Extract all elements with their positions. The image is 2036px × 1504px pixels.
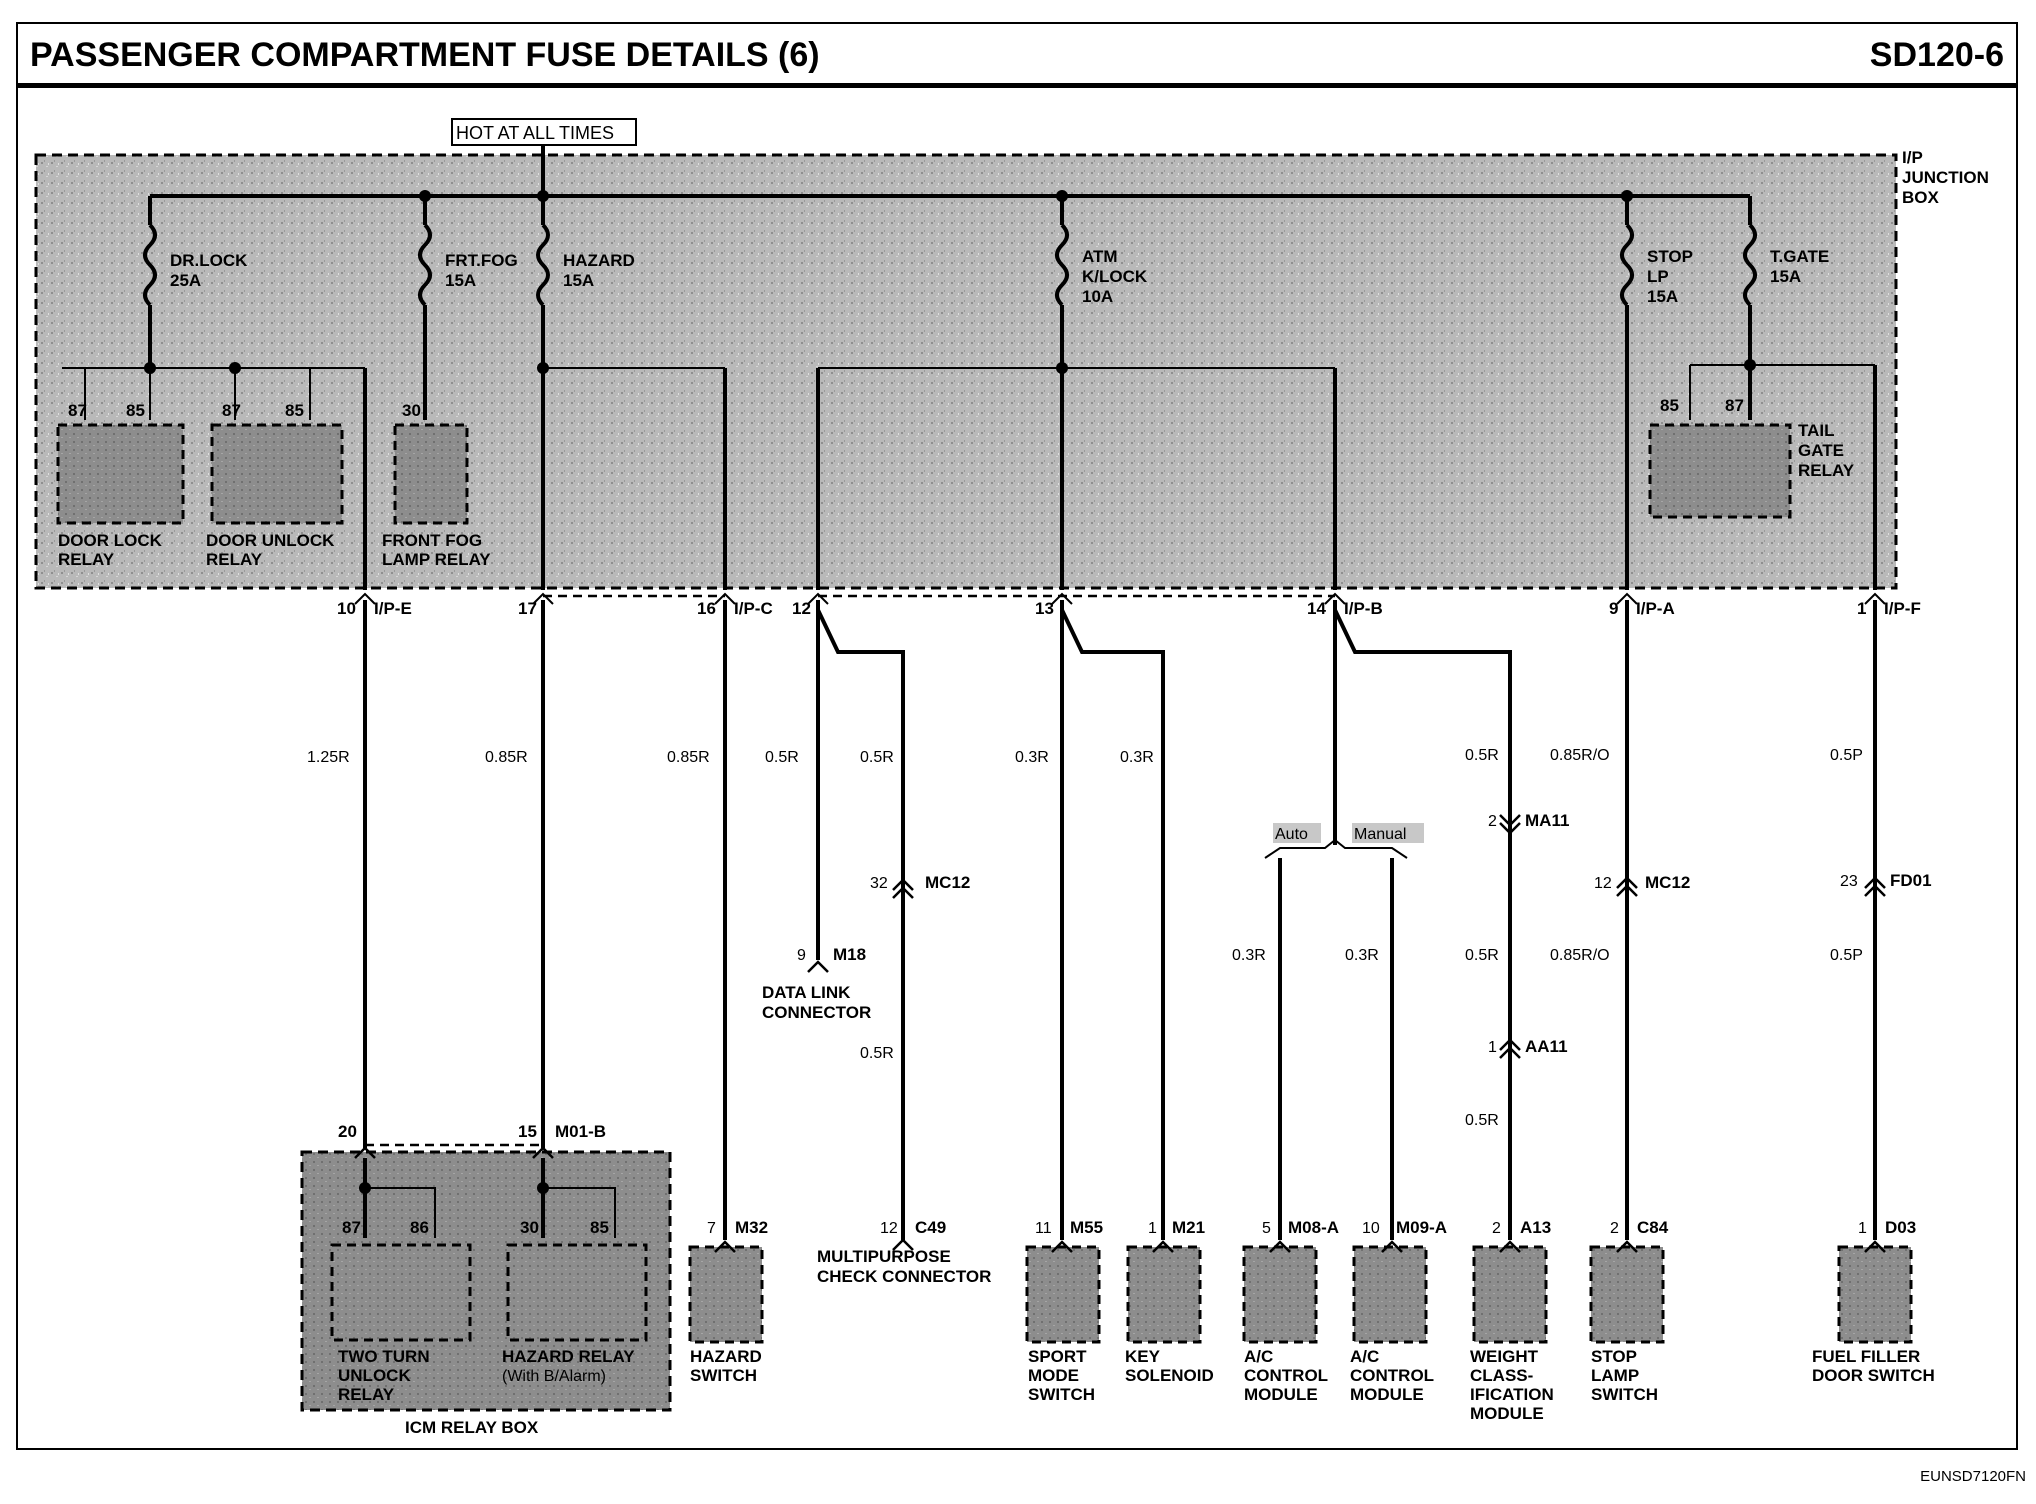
wire-multipurpose (818, 610, 903, 1240)
wire-label: 0.85R/O (1550, 747, 1610, 764)
output-pin-ip-e (337, 599, 412, 618)
door-unlock-relay (206, 401, 342, 569)
svg-text:(With B/Alarm): (With B/Alarm) (502, 1368, 606, 1385)
wire-label: 0.5R (1465, 1112, 1499, 1129)
svg-text:RELAY: RELAY (338, 1385, 395, 1404)
svg-text:85: 85 (590, 1218, 609, 1237)
svg-text:12: 12 (880, 1220, 898, 1237)
inline-connector: AA11 (1525, 1037, 1568, 1056)
svg-text:WEIGHT: WEIGHT (1470, 1347, 1538, 1366)
svg-text:30: 30 (520, 1218, 539, 1237)
output-pin-ip-b (1307, 599, 1383, 618)
svg-text:10: 10 (1362, 1220, 1380, 1237)
relay-pin: 85 (126, 401, 145, 420)
svg-text:C49: C49 (915, 1218, 947, 1237)
relay-label-1: DOOR UNLOCK (206, 531, 335, 550)
relay-label-2: LAMP RELAY (382, 550, 491, 569)
power-label: HOT AT ALL TIMES (456, 123, 615, 143)
svg-text:86: 86 (410, 1218, 429, 1237)
svg-text:87: 87 (342, 1218, 361, 1237)
inline-connector: MA11 (1525, 811, 1570, 830)
relay-label-1: TAIL (1798, 421, 1835, 440)
weight-classification-module (1470, 1218, 1554, 1423)
svg-text:M08-A: M08-A (1288, 1218, 1340, 1237)
wire-label: 0.85R (667, 749, 710, 766)
fuse-name: T.GATE (1770, 247, 1830, 266)
svg-text:A/C: A/C (1350, 1347, 1380, 1366)
svg-text:2: 2 (1492, 1220, 1501, 1237)
option-auto: Auto (1275, 826, 1308, 843)
fuse-rating: 15A (1647, 287, 1679, 306)
svg-text:I/P-E: I/P-E (374, 599, 412, 618)
svg-text:M18: M18 (833, 945, 867, 964)
svg-text:I/P-C: I/P-C (734, 599, 773, 618)
fuse-name: FRT.FOG (445, 251, 518, 270)
hazard-switch (690, 1218, 768, 1385)
wire-label: 0.5R (860, 749, 894, 766)
icm-relay-box-label: ICM RELAY BOX (405, 1418, 539, 1437)
svg-text:I/P-B: I/P-B (1344, 599, 1383, 618)
svg-text:A/C: A/C (1244, 1347, 1274, 1366)
relay-label-2: RELAY (58, 550, 115, 569)
relay-pin: 87 (68, 401, 87, 420)
svg-text:CONTROL: CONTROL (1244, 1366, 1329, 1385)
svg-text:HAZARD RELAY: HAZARD RELAY (502, 1347, 635, 1366)
page-title: PASSENGER COMPARTMENT FUSE DETAILS (6) (30, 36, 820, 74)
output-pin-13 (1035, 599, 1054, 618)
ac-control-module-manual (1350, 1218, 1447, 1404)
svg-text:HAZARD: HAZARD (690, 1347, 762, 1366)
svg-text:1: 1 (1858, 1220, 1867, 1237)
output-pin-ip-c (697, 599, 773, 618)
wire-label: 0.85R (485, 749, 528, 766)
junction-box-label-1: I/P (1902, 148, 1923, 167)
svg-text:DATA LINK: DATA LINK (762, 983, 851, 1002)
junction-box-label-3: BOX (1902, 188, 1939, 207)
inline-connector: FD01 (1890, 871, 1932, 890)
svg-text:CHECK CONNECTOR: CHECK CONNECTOR (817, 1267, 992, 1286)
relay-pin: 85 (285, 401, 304, 420)
wire-label: 0.85R/O (1550, 947, 1610, 964)
svg-text:13: 13 (1035, 599, 1054, 618)
inline-pin: 32 (870, 875, 888, 892)
svg-text:SOLENOID: SOLENOID (1125, 1366, 1214, 1385)
svg-text:SPORT: SPORT (1028, 1347, 1087, 1366)
svg-text:MODE: MODE (1028, 1366, 1079, 1385)
relay-pin: 85 (1660, 396, 1679, 415)
svg-text:TWO TURN: TWO TURN (338, 1347, 430, 1366)
wire-label: 0.5P (1830, 947, 1863, 964)
wire-label: 0.5R (1465, 947, 1499, 964)
fuse-rating: 15A (445, 271, 477, 290)
fuse-name-2: K/LOCK (1082, 267, 1148, 286)
svg-text:20: 20 (338, 1122, 357, 1141)
inline-pin: 12 (1594, 875, 1612, 892)
wire-label: 0.5R (765, 749, 799, 766)
svg-text:M21: M21 (1172, 1218, 1206, 1237)
footer-code: EUNSD7120FN (1920, 1468, 2026, 1485)
relay-pin: 87 (1725, 396, 1744, 415)
svg-text:9: 9 (1609, 599, 1619, 618)
icm-relay-box (302, 1122, 670, 1437)
svg-text:IFICATION: IFICATION (1470, 1385, 1554, 1404)
wire-label: 0.3R (1015, 749, 1049, 766)
svg-text:D03: D03 (1885, 1218, 1917, 1237)
fuse-name-1: ATM (1082, 247, 1118, 266)
option-manual: Manual (1354, 826, 1407, 843)
svg-text:11: 11 (1035, 1220, 1052, 1237)
wire-label: 0.5R (860, 1045, 894, 1062)
svg-text:CLASS-: CLASS- (1470, 1366, 1534, 1385)
wire-key-solenoid (1062, 610, 1163, 1240)
fuse-rating: 15A (563, 271, 595, 290)
svg-text:MODULE: MODULE (1244, 1385, 1318, 1404)
svg-text:SWITCH: SWITCH (1591, 1385, 1659, 1404)
inline-pin: 1 (1488, 1039, 1497, 1056)
svg-text:10: 10 (337, 599, 356, 618)
wire-label: 0.3R (1232, 947, 1266, 964)
svg-text:7: 7 (707, 1220, 716, 1237)
svg-text:1: 1 (1857, 599, 1867, 618)
svg-text:DOOR SWITCH: DOOR SWITCH (1812, 1366, 1935, 1385)
svg-text:2: 2 (1610, 1220, 1619, 1237)
svg-text:12: 12 (792, 599, 811, 618)
fuse-name: HAZARD (563, 251, 635, 270)
svg-text:MODULE: MODULE (1350, 1385, 1424, 1404)
relay-label-2: RELAY (206, 550, 263, 569)
svg-text:SWITCH: SWITCH (690, 1366, 758, 1385)
svg-text:FUEL FILLER: FUEL FILLER (1812, 1347, 1921, 1366)
svg-text:KEY: KEY (1125, 1347, 1160, 1366)
svg-text:16: 16 (697, 599, 716, 618)
wire-weight-class (1335, 610, 1510, 1240)
wire-label: 0.5P (1830, 747, 1863, 764)
inline-connector: MC12 (1645, 873, 1691, 892)
relay-label-1: DOOR LOCK (58, 531, 162, 550)
svg-text:15: 15 (518, 1122, 537, 1141)
svg-text:UNLOCK: UNLOCK (338, 1366, 411, 1385)
fuel-filler-door-switch (1812, 1218, 1935, 1385)
sport-mode-switch (1027, 1218, 1103, 1404)
wire-label: 0.5R (1465, 747, 1499, 764)
svg-text:14: 14 (1307, 599, 1326, 618)
inline-pin: 23 (1840, 873, 1858, 890)
svg-text:MULTIPURPOSE: MULTIPURPOSE (817, 1247, 951, 1266)
svg-text:M01-B: M01-B (555, 1122, 607, 1141)
svg-text:17: 17 (518, 599, 537, 618)
fuse-rating: 15A (1770, 267, 1802, 286)
relay-pin: 30 (402, 401, 421, 420)
fuse-name-2: LP (1647, 267, 1669, 286)
key-solenoid (1125, 1218, 1214, 1385)
svg-text:1: 1 (1148, 1220, 1157, 1237)
relay-label-1: FRONT FOG (382, 531, 483, 550)
svg-text:SWITCH: SWITCH (1028, 1385, 1096, 1404)
svg-text:M09-A: M09-A (1396, 1218, 1448, 1237)
ac-control-module-auto (1244, 1218, 1339, 1404)
relay-label-2: GATE (1798, 441, 1844, 460)
fuse-rating: 10A (1082, 287, 1114, 306)
svg-text:CONNECTOR: CONNECTOR (762, 1003, 872, 1022)
fuse-name: DR.LOCK (170, 251, 248, 270)
fuse-rating: 25A (170, 271, 202, 290)
svg-text:MODULE: MODULE (1470, 1404, 1544, 1423)
relay-pin: 87 (222, 401, 241, 420)
wire-label: 1.25R (307, 749, 350, 766)
svg-text:STOP: STOP (1591, 1347, 1637, 1366)
output-pin-12 (792, 599, 811, 618)
svg-text:5: 5 (1262, 1220, 1271, 1237)
junction-box-label-2: JUNCTION (1902, 168, 1989, 187)
svg-text:I/P-A: I/P-A (1636, 599, 1675, 618)
sheet-code: SD120-6 (1869, 36, 2004, 74)
inline-connector: MC12 (925, 873, 971, 892)
svg-text:CONTROL: CONTROL (1350, 1366, 1435, 1385)
stop-lamp-switch (1591, 1218, 1669, 1404)
inline-pin: 2 (1488, 813, 1497, 830)
fuse-name-1: STOP (1647, 247, 1693, 266)
wire-label: 0.3R (1120, 749, 1154, 766)
svg-text:I/P-F: I/P-F (1884, 599, 1921, 618)
svg-text:M55: M55 (1070, 1218, 1104, 1237)
svg-text:9: 9 (797, 947, 806, 964)
wire-label: 0.3R (1345, 947, 1379, 964)
svg-text:M32: M32 (735, 1218, 769, 1237)
svg-text:LAMP: LAMP (1591, 1366, 1640, 1385)
relay-label-3: RELAY (1798, 461, 1855, 480)
svg-text:A13: A13 (1520, 1218, 1552, 1237)
svg-text:C84: C84 (1637, 1218, 1669, 1237)
